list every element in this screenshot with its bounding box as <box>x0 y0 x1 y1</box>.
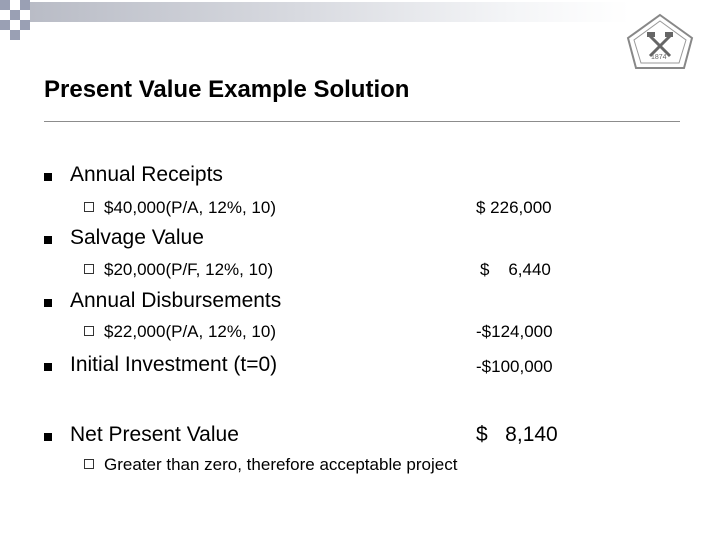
square-bullet-icon <box>44 236 52 244</box>
square-bullet-icon <box>44 433 52 441</box>
initial-investment-value: -$100,000 <box>476 357 553 376</box>
bullet-label: Salvage Value <box>70 226 204 249</box>
receipts-value: $ 226,000 <box>476 198 552 217</box>
title-divider <box>44 121 680 122</box>
sub-bullet-label: $22,000(P/A, 12%, 10) <box>104 322 277 341</box>
sub-bullet-label: Greater than zero, therefore acceptable project <box>104 455 458 474</box>
slide-title: Present Value Example Solution <box>44 76 410 103</box>
net-present-value: $ 8,140 <box>476 423 558 446</box>
bullet-label: Annual Receipts <box>70 163 223 186</box>
bullet-label: Initial Investment (t=0) <box>70 353 278 376</box>
disbursements-value: -$124,000 <box>476 322 553 341</box>
bullet-label: Net Present Value <box>70 423 239 446</box>
square-bullet-icon <box>44 299 52 307</box>
square-bullet-icon <box>44 173 52 181</box>
checkbox-bullet-icon <box>84 459 94 469</box>
sub-bullet-label: $20,000(P/F, 12%, 10) <box>104 260 274 279</box>
top-gradient-bar <box>30 2 630 22</box>
square-bullet-icon <box>44 363 52 371</box>
bullet-label: Annual Disbursements <box>70 289 282 312</box>
checkbox-bullet-icon <box>84 326 94 336</box>
checkbox-bullet-icon <box>84 202 94 212</box>
sub-bullet-label: $40,000(P/A, 12%, 10) <box>104 198 277 217</box>
logo-year: 1874 <box>651 54 667 61</box>
checkbox-bullet-icon <box>84 264 94 274</box>
salvage-value: $ 6,440 <box>480 260 551 279</box>
school-seal-logo <box>624 12 696 74</box>
